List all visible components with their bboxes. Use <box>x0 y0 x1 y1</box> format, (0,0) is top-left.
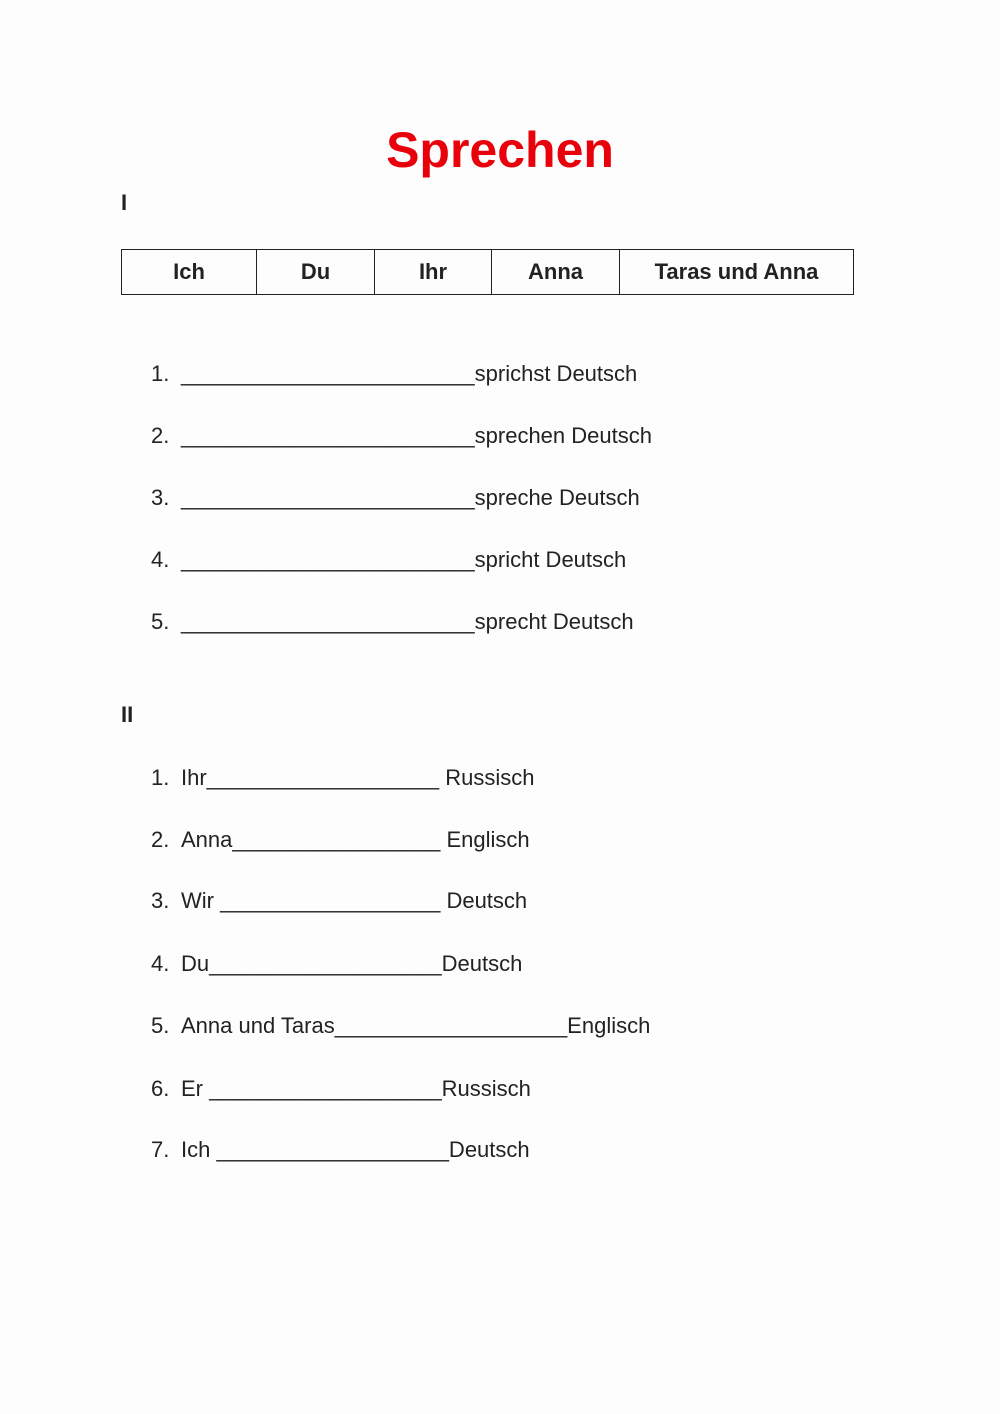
exercise-1-item-5: 5. ________________________sprecht Deutsch <box>151 609 634 634</box>
page-title: Sprechen <box>386 122 614 178</box>
exercise-2-item-7: 7. Ich ___________________Deutsch <box>151 1137 530 1162</box>
exercise-2-item-5: 5. Anna und Taras___________________Englisch <box>151 1013 651 1038</box>
exercise-1-item-2: 2. ________________________sprechen Deutsch <box>151 423 652 448</box>
pronoun-cell-du: Du <box>257 250 375 295</box>
exercise-2-item-3: 3. Wir __________________ Deutsch <box>151 888 528 913</box>
pronoun-cell-ihr: Ihr <box>375 250 492 295</box>
table-row <box>122 250 854 295</box>
exercise-1-item-1: 1. ________________________sprichst Deutsch <box>151 361 638 386</box>
section-2-label: II <box>121 702 134 727</box>
exercise-1-item-4: 4. ________________________spricht Deutsch <box>151 547 627 572</box>
pronoun-table <box>121 249 854 295</box>
section-1-label: I <box>121 190 128 215</box>
pronoun-cell-taras-und-anna: Taras und Anna <box>620 250 854 295</box>
exercise-2-item-6: 6. Er ___________________Russisch <box>151 1076 531 1101</box>
exercise-2-item-4: 4. Du___________________Deutsch <box>151 951 523 976</box>
exercise-2-item-2: 2. Anna_________________ Englisch <box>151 827 530 852</box>
exercise-1-item-3: 3. ________________________spreche Deutsch <box>151 485 640 510</box>
exercise-2-item-1: 1. Ihr___________________ Russisch <box>151 765 535 790</box>
pronoun-cell-anna: Anna <box>492 250 620 295</box>
pronoun-cell-ich: Ich <box>122 250 257 295</box>
